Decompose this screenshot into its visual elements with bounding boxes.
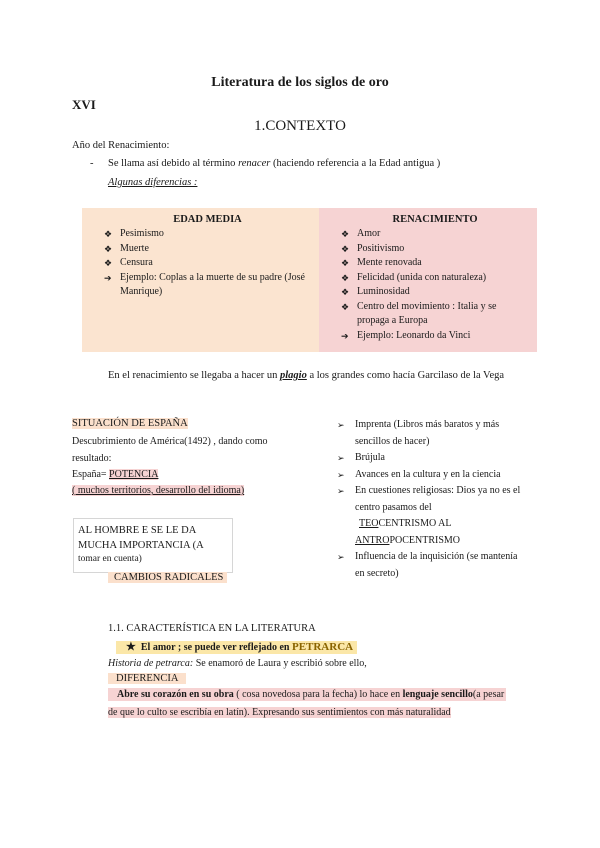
comparison-table xyxy=(82,208,537,352)
right-list-text xyxy=(355,450,385,467)
antro-line xyxy=(337,533,542,550)
table-list-item xyxy=(341,227,529,242)
arrow-marker-icon: ➢ xyxy=(337,469,345,480)
renacer-text-b: (haciendo referencia a la Edad antigua ) xyxy=(270,158,441,169)
lenguaje-bold: lenguaje sencillo xyxy=(402,689,473,700)
right-list-item xyxy=(337,483,542,516)
right-list-line: Avances en la cultura y en la ciencia xyxy=(355,468,501,480)
edad-media-list xyxy=(104,227,311,300)
table-list-text: Centro del movimiento : Italia y se propaga a Europa xyxy=(357,300,497,326)
literatura-heading: 1.1. CARACTERÍSTICA EN LA LITERATURA xyxy=(108,623,316,634)
corazon-highlight xyxy=(108,688,506,701)
historia-line xyxy=(108,658,367,669)
diferencias-text: Algunas diferencias : xyxy=(108,177,198,188)
table-list-text: Felicidad (unida con naturaleza) xyxy=(357,271,487,283)
table-list-item xyxy=(341,242,529,257)
right-list-line: sencillos de hacer) xyxy=(355,435,430,447)
right-list-text xyxy=(355,467,501,484)
cambios-radicales xyxy=(108,572,227,583)
renacer-line xyxy=(108,158,440,169)
renacimiento-header: RENACIMIENTO xyxy=(392,214,478,225)
amor-line xyxy=(116,640,357,653)
table-list-text: Censura xyxy=(120,257,153,268)
diferencia-text: DIFERENCIA xyxy=(108,673,186,684)
historia-text: Se enamoró de Laura y escribió sobre ello, xyxy=(193,658,367,669)
box-line-1: AL HOMBRE E SE LE DA xyxy=(78,525,197,536)
section-heading: 1.CONTEXTO xyxy=(254,118,346,134)
amor-highlight xyxy=(116,641,357,654)
right-list-line: Brújula xyxy=(355,452,385,463)
renacimiento-list xyxy=(341,227,529,343)
arrow-marker-icon: ➢ xyxy=(337,453,345,463)
arrow-marker-icon: ➢ xyxy=(337,486,345,496)
espana-line-2: resultado: xyxy=(72,453,112,464)
diamond-bullet-icon: ❖ xyxy=(104,243,113,254)
right-list-text xyxy=(355,483,520,516)
diamond-bullet-icon: ❖ xyxy=(341,229,350,239)
territorios-text: ( muchos territorios, desarrollo del idioma) xyxy=(72,485,245,496)
diamond-bullet-icon: ❖ xyxy=(341,272,350,283)
espana-label: España= xyxy=(72,469,110,480)
table-list-text: Amor xyxy=(357,228,381,239)
table-list-text: Pesimismo xyxy=(120,228,164,239)
box-line-3: tomar en cuenta) xyxy=(78,554,142,564)
petrarca-text: PETRARCA xyxy=(291,641,354,653)
inquisicion-line-1: Influencia de la inquisición (se mantenía xyxy=(355,551,518,562)
inquisicion-item xyxy=(337,549,542,582)
diamond-bullet-icon: ❖ xyxy=(341,301,350,312)
arrow-marker-icon: ➔ xyxy=(104,272,112,283)
star-icon: ★ xyxy=(126,641,136,653)
right-list-item xyxy=(337,467,542,484)
espana-heading xyxy=(72,418,188,429)
cambios-text: CAMBIOS RADICALES xyxy=(108,572,227,583)
table-list-item xyxy=(104,242,311,257)
intro-line: Año del Renacimiento: xyxy=(72,140,170,151)
arrow-marker-icon: ➢ xyxy=(337,420,345,430)
espana-line-1: Descubrimiento de América(1492) , dando como xyxy=(72,436,268,447)
table-list-text: Muerte xyxy=(120,242,149,254)
edad-media-column xyxy=(82,208,319,352)
table-list-item xyxy=(341,329,529,344)
diferencia-line xyxy=(108,673,186,684)
table-list-item xyxy=(341,300,529,329)
table-list-item xyxy=(341,256,529,271)
renacer-italic: renacer xyxy=(238,158,271,169)
table-list-text: Ejemplo: Leonardo da Vinci xyxy=(357,329,471,341)
corazon-end: (a pesar xyxy=(472,689,505,700)
espana-line-4 xyxy=(72,485,244,496)
plagio-line xyxy=(108,370,504,381)
right-list xyxy=(337,417,542,582)
importance-box xyxy=(73,518,233,573)
edad-media-header: EDAD MEDIA xyxy=(173,214,242,225)
corazon-text: ( cosa novedosa para la fecha) lo hace en xyxy=(233,689,403,700)
plagio-text-a: En el renacimiento se llegaba a hacer un xyxy=(108,370,280,381)
diamond-bullet-icon: ❖ xyxy=(341,258,350,268)
antro-rest: POCENTRISMO xyxy=(389,534,461,546)
dash-marker: - xyxy=(90,158,94,169)
arrow-marker-icon: ➢ xyxy=(337,552,345,562)
renacimiento-column xyxy=(319,208,537,352)
antro-prefix: ANTRO xyxy=(355,534,390,546)
diferencias-label xyxy=(108,177,197,188)
diamond-bullet-icon: ❖ xyxy=(104,258,113,268)
table-list-item xyxy=(104,227,311,242)
diamond-bullet-icon: ❖ xyxy=(341,243,350,254)
right-list-line: centro pasamos del xyxy=(355,501,432,513)
table-list-text: Positivismo xyxy=(357,242,405,254)
table-list-item xyxy=(341,271,529,286)
renacer-text-a: Se llama así debido al término xyxy=(108,158,239,169)
table-list-text: Luminosidad xyxy=(357,286,410,297)
teo-prefix: TEO xyxy=(359,518,379,529)
teo-rest: CENTRISMO AL xyxy=(378,518,452,529)
teo-line xyxy=(337,516,542,533)
right-list-line: Imprenta (Libros más baratos y más xyxy=(355,419,500,430)
latin-line xyxy=(108,707,451,718)
table-list-item xyxy=(104,271,311,300)
table-list-item xyxy=(104,256,311,271)
plagio-text-c: a los grandes como hacía Garcilaso de la Vega xyxy=(306,370,505,381)
diamond-bullet-icon: ❖ xyxy=(104,229,113,239)
table-list-text: Mente renovada xyxy=(357,257,422,268)
arrow-marker-icon: ➔ xyxy=(341,330,349,341)
corazon-line xyxy=(108,689,506,700)
espana-line-3 xyxy=(72,469,158,480)
diamond-bullet-icon: ❖ xyxy=(341,287,350,297)
right-list-item xyxy=(337,450,542,467)
plagio-word: plagio xyxy=(280,370,307,381)
table-list-text: Ejemplo: Coplas a la muerte de su padre (José Manrique) xyxy=(120,271,305,297)
amor-text: El amor ; se puede ver reflejado en xyxy=(140,642,292,653)
document-title: Literatura de los siglos de oro xyxy=(211,75,389,90)
century-label: XVI xyxy=(72,97,96,112)
corazon-bold: Abre su corazón en su obra xyxy=(117,689,234,700)
right-list-item xyxy=(337,417,542,450)
box-line-2: MUCHA IMPORTANCIA (A xyxy=(78,540,204,551)
right-list-line: En cuestiones religiosas: Dios ya no es el xyxy=(355,485,521,496)
right-list-text xyxy=(355,417,499,450)
potencia-text: POTENCIA xyxy=(109,469,159,480)
historia-label: Historia de petrarca: xyxy=(108,658,194,669)
table-list-item xyxy=(341,285,529,300)
espana-heading-text: SITUACIÓN DE ESPAÑA xyxy=(72,418,188,429)
inquisicion-line-2: en secreto) xyxy=(355,567,399,579)
latin-text: de que lo culto se escribía en latín). Expresando sus sentimientos con más naturalidad xyxy=(108,707,451,718)
